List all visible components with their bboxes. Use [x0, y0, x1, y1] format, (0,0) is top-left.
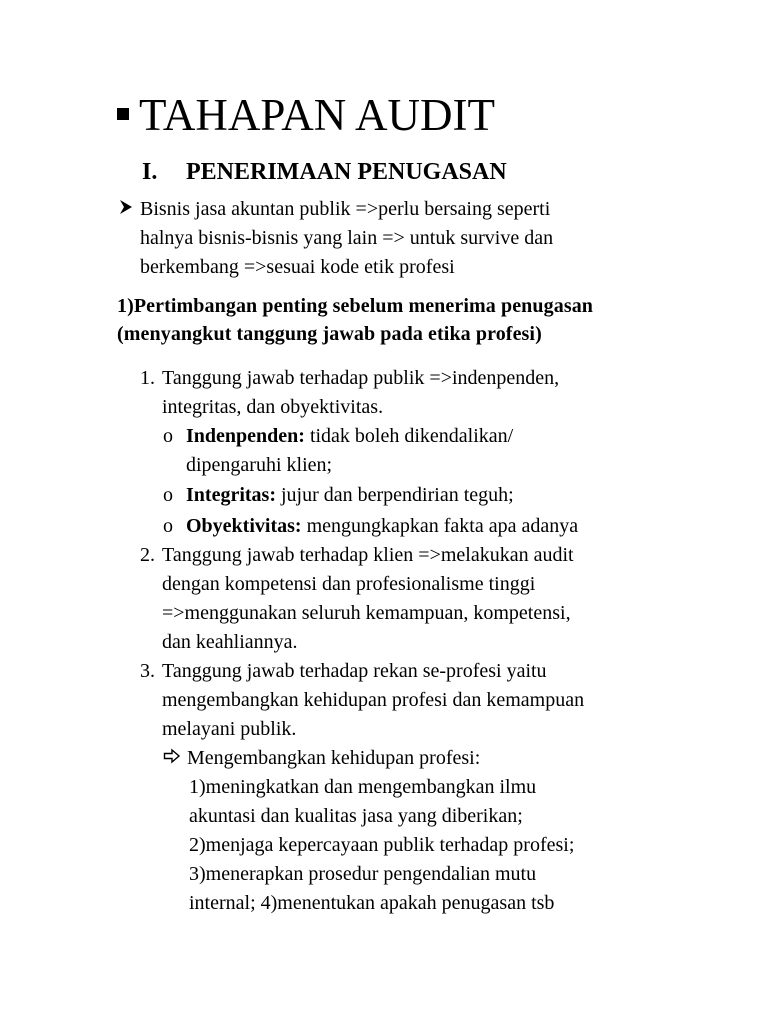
development-line: 2)menjaga kepercayaan publik terhadap profesi;	[189, 834, 575, 856]
section-heading-text: PENERIMAAN PENUGASAN	[186, 159, 507, 185]
arrowhead-bullet-icon	[118, 199, 134, 215]
list-item-marker: 2.	[140, 544, 155, 566]
square-bullet-icon	[117, 108, 129, 120]
development-line: 1)meningkatkan dan mengembangkan ilmu	[189, 776, 537, 798]
subitem-term: Obyektivitas:	[186, 515, 302, 537]
subitem-text: jujur dan berpendirian teguh;	[275, 484, 514, 506]
list-item-line: =>menggunakan seluruh kemampuan, kompetensi,	[162, 602, 571, 624]
subitem-term: Integritas:	[186, 484, 276, 506]
list-item-line: dan keahliannya.	[162, 631, 298, 653]
subitem-line	[186, 483, 514, 507]
development-line: 3)menerapkan prosedur pengendalian mutu	[189, 863, 537, 885]
intro-line: berkembang =>sesuai kode etik profesi	[140, 256, 455, 278]
list-item-line: mengembangkan kehidupan profesi dan kemampuan	[162, 689, 585, 711]
section-number: I.	[142, 159, 158, 185]
circle-bullet: o	[163, 484, 173, 506]
outline-arrow-icon	[163, 747, 181, 765]
consideration-heading: 1)Pertimbangan penting sebelum menerima penugasan	[117, 295, 594, 317]
subitem-continuation: dipengaruhi klien;	[186, 454, 333, 476]
subitem-line	[186, 424, 513, 448]
subitem-text: tidak boleh dikendalikan/	[304, 425, 514, 447]
intro-line: halnya bisnis-bisnis yang lain => untuk survive dan	[140, 227, 554, 249]
subitem-text: mengungkapkan fakta apa adanya	[301, 515, 579, 537]
list-item-line: Tanggung jawab terhadap publik =>indenpenden,	[162, 367, 560, 389]
page-title-text: TAHAPAN AUDIT	[139, 90, 496, 140]
consideration-heading: (menyangkut tanggung jawab pada etika profesi)	[117, 323, 542, 345]
page-title	[117, 88, 495, 142]
development-line: internal; 4)menentukan apakah penugasan tsb	[189, 892, 555, 914]
circle-bullet: o	[163, 425, 173, 447]
list-item-line: integritas, dan obyektivitas.	[162, 396, 384, 418]
development-line: akuntasi dan kualitas jasa yang diberikan;	[189, 805, 523, 827]
list-item-marker: 3.	[140, 660, 155, 682]
list-item-line: melayani publik.	[162, 718, 297, 740]
circle-bullet: o	[163, 515, 173, 537]
section-heading	[142, 156, 507, 188]
list-item-marker: 1.	[140, 367, 155, 389]
list-item-line: dengan kompetensi dan profesionalisme tinggi	[162, 573, 536, 595]
subitem-term: Indenpenden:	[186, 425, 305, 447]
list-item-line: Tanggung jawab terhadap rekan se-profesi yaitu	[162, 660, 547, 682]
list-item-line: Tanggung jawab terhadap klien =>melakukan audit	[162, 544, 574, 566]
development-heading: Mengembangkan kehidupan profesi:	[187, 747, 481, 769]
subitem-line	[186, 514, 578, 538]
intro-line: Bisnis jasa akuntan publik =>perlu bersaing seperti	[140, 198, 551, 220]
